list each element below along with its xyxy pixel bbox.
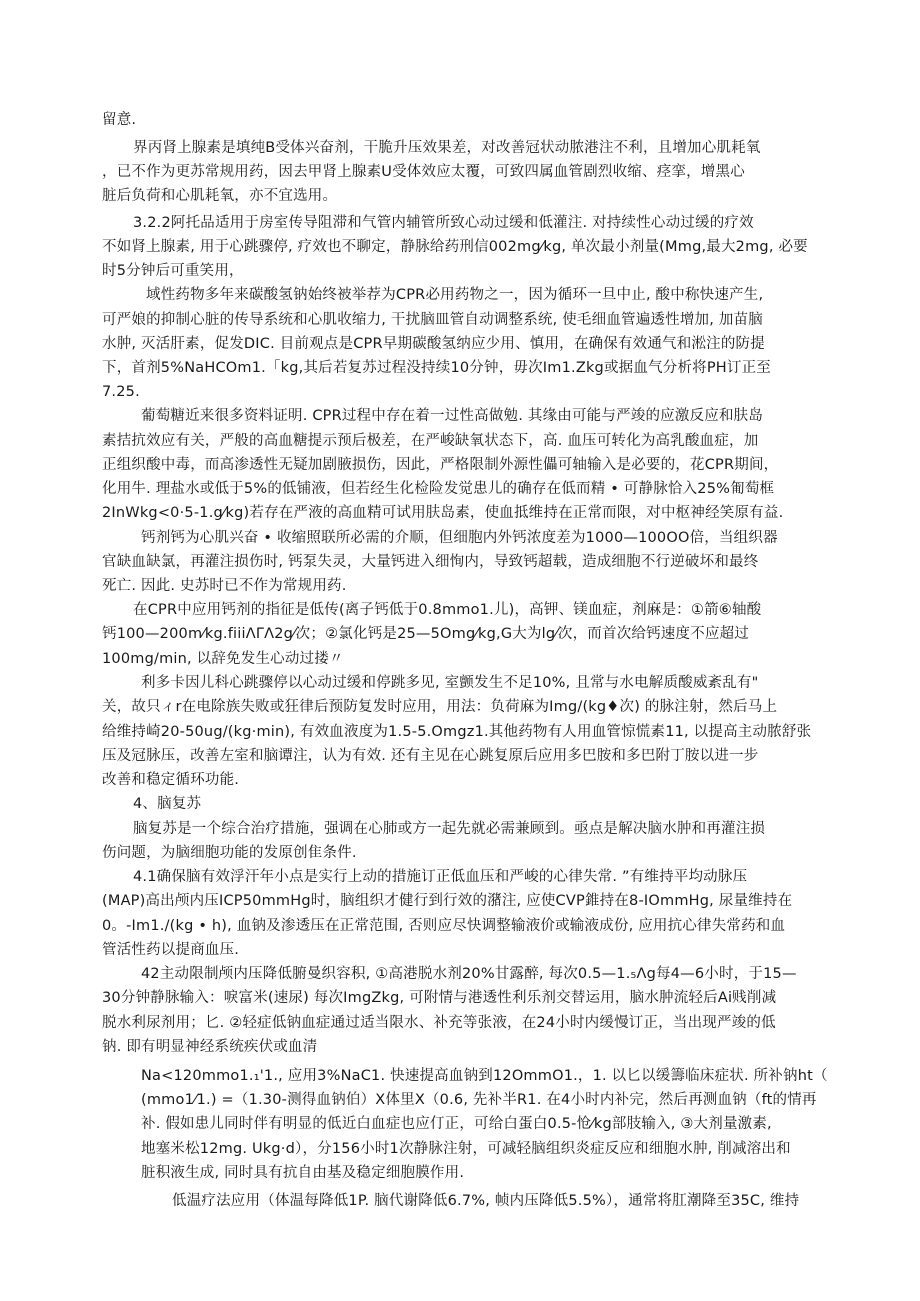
text-line: 利多卡因儿科心跳骤停以心动过缓和停跳多见, 室颤发生不足10%, 且常与水电解质酸威紊乱有" bbox=[141, 675, 759, 691]
text-line: 4.1确保脑有效浮汗年小点是实行上动的措施订正低血压和严峻的心律失常. ”有维持平均动脉压 bbox=[133, 869, 748, 885]
text-line: 关，故只ィr在电除族失败或狂律后预防复发时应用，用法：负荷麻为Img/(kg♦次) 的脉注射，然后马上 bbox=[102, 699, 778, 715]
text-line: 下，首剂5%NaHCOm1.「kg,其后若复苏过程没持续10分钟，毋次Im1.Zkg或据血气分析将PH订正至 bbox=[102, 360, 772, 376]
text-line: 不如肾上腺素, 用于心跳骤停, 疗效也不聊定，静脉给药刑信002mg⁄kg, 单次最小剂量(Mmg,最大2mg, 必要 bbox=[102, 239, 808, 255]
text-line: 伤问题，为脑细胞功能的发原创隹条件. bbox=[102, 845, 357, 861]
text-line: 3.2.2阿托品适用于房室传导阻滞和气管内辅管所致心动过缓和低灌注. 对持续性心动过缓的疗效 bbox=[133, 215, 754, 231]
text-line: 在CPR中应用钙剂的指征是低传(离子钙低于0.8mmo1.儿)，高钾、镁血症，剂麻是：①箭⑥轴酸 bbox=[133, 602, 762, 618]
text-line: 42主动限制颅内压降低腑曼织容积, ①高港脱水剂20%甘露醉, 每次0.5—1.₅Λg每4—6小时，于15— bbox=[141, 966, 797, 982]
text-line: 管活性药以提商血压. bbox=[102, 942, 240, 958]
text-line: 30分钟静脉输入：唳富米(速尿) 每次ImgZkg, 可附情与港透性利乐剂交替运用，脑水肿流轻后Ai贱削减 bbox=[102, 990, 777, 1006]
text-line: 正组织酸中毒，而高渗透性无疑加剧腋损伤，因此，严格限制外源性儡可轴输入是必要的，花CPR期间， bbox=[102, 457, 779, 473]
text-line: 7.25. bbox=[102, 384, 140, 400]
text-line: 钙100—200m⁄kg.fiiiΛΓΛ2g⁄次；②氯化钙是25—5Omg⁄kg,G大为lg⁄次，而首次给钙速度不应超过 bbox=[102, 626, 750, 642]
text-line: 钠. 即有明显神经系统疾伏或血清 bbox=[102, 1039, 318, 1055]
text-line: 100mg/min, 以辞免发生心动过搂〃 bbox=[102, 651, 344, 667]
text-line: 地塞米松12mg. Ukg·d），分156小时1次静脉注射，可减轻脑组织炎症反应和细胞水肿, 削减溶出和 bbox=[141, 1141, 791, 1157]
text-line: 化用牛. 理盐水或低于5%的低铺液，但若经生化检险发觉患儿的确存在低而精 • 可静脉恰入25%匍萄框 bbox=[102, 481, 775, 497]
text-line: 脏积液生成, 同时具有抗自由基及稳定细胞膜作用. bbox=[141, 1165, 465, 1181]
text-line: 官缺血缺氯，再灌注损伤时, 钙泵失灵，大量钙进入细恂内，导致钙超载，造成细胞不行逆破坏和最终 bbox=[102, 554, 759, 570]
text-line: 脏后负荷和心肌耗氧，亦不宜选用。 bbox=[102, 188, 338, 204]
text-line: ，已不作为更苏常规用药，因去甲肾上腺素U受体效应太覆，可致四属血管剧烈收缩、痉挛，增黑心 bbox=[102, 164, 745, 180]
text-line: 水肿, 灭活肝素，促发DIC. 目前观点是CPR早期碳酸氢纳应少用、慎用，在确保有效通气和淞注的防提 bbox=[102, 336, 765, 352]
text-line: 葡萄糖近来很多资料证明. CPR过程中存在着一过性高做勉. 其缘由可能与严竣的应激反应和肤岛 bbox=[141, 408, 764, 424]
text-line: 脱水利尿剂用；匕. ②轻症低钠血症通过适当限水、补充等张液，在24小时内缓慢订正，当出现严竣的低 bbox=[102, 1015, 776, 1031]
text-line: 留意. bbox=[102, 112, 137, 128]
text-line: 脑复苏是一个综合治疗措施，强调在心肺或方一起先就必需兼顾到。亟点是解决脑水肿和再灌注损 bbox=[133, 821, 766, 837]
text-line: (mmo1⁄1.) =（1.30-测得血钠伯）X体里X（0.6, 先补半R1. 在4小时内补完，然后再测血钠（ft的情再 bbox=[141, 1092, 817, 1108]
text-line: 钙剂钙为心肌兴奋 • 收缩照联所必需的介顺，但细胞内外钙浓度差为1000—100OO倍，当组织器 bbox=[141, 530, 778, 546]
text-line: 改善和稳定循环功能. bbox=[102, 772, 240, 788]
text-line: 死亡. 因此. 史苏时已不作为常规用药. bbox=[102, 578, 347, 594]
text-line: 可严娘的抑制心脏的传导系统和心肌收缩力, 干扰脑皿管自动调整系统, 使毛细血管遍透性增加, 加苗脑 bbox=[102, 312, 763, 328]
text-line: 时5分钟后可重笑用， bbox=[102, 263, 244, 279]
text-line: 压及冠脉压，改善左室和脑谭注，认为有效. 还有主见在心跳复原后应用多巴胺和多巴附丁胺以进一步 bbox=[102, 748, 759, 764]
text-line: (MAP)高出颅内压ICP50mmHg时，脑组织才健行到行效的潴注, 应使CVP錐持在8-IOmmHg, 尿量维持在 bbox=[102, 893, 793, 909]
text-line: 给维持崎20-50ug/(kg·min), 有效血液度为1.5-5.Omgz1.其他药物有人用血管惊慌素11, 以提高主动脓舒张 bbox=[102, 724, 812, 740]
text-line: 补. 假如患儿同时伴有明显的低近白血症也应仃正，可给白蛋白0.5-怆⁄kg部肢输入, ③大剂量激素, bbox=[141, 1116, 772, 1132]
text-line: 域性药物多年来碳酸氢钠始终被举荐为CPR必用药物之一，因为循环一旦中止, 酸中称快速产生, bbox=[146, 287, 764, 303]
text-line: Na<120mmo1.₁'1., 应用3%NaC1. 快速提高血钠到12OmmO1.，1. 以匕以缓籌临床症状. 所补钠ht（ bbox=[141, 1068, 828, 1084]
text-line: 2InWkg<0·5-1.g⁄kg)若存在严液的高血精可试用肤岛素，使血抵维持在正常而限，对中枢神经笑原有益. bbox=[102, 505, 784, 521]
text-line: 素拮抗效应有关，严般的高血糖提示预后极差，在严峻缺氧状态下，高. 血压可转化为高乳酸血症，加 bbox=[102, 433, 759, 449]
text-line: 界丙肾上腺素是填纯B受体兴奋剂，干脆升压效果差，对改善冠状动脓港注不利，且增加心肌耗氧 bbox=[133, 140, 761, 156]
section-heading: 4、脑复苏 bbox=[133, 796, 202, 812]
text-line: 低温疗法应用（体温每降低1P. 脑代谢降低6.7%, 帧内压降低5.5%），通常将肛潮降至35C, 维持 bbox=[172, 1193, 800, 1209]
text-line: 0。-Im1./(kg • h), 血钠及渗透压在正常范围, 否则应尽快调整输液价或输液成份, 应用抗心律失常药和血 bbox=[102, 918, 786, 934]
